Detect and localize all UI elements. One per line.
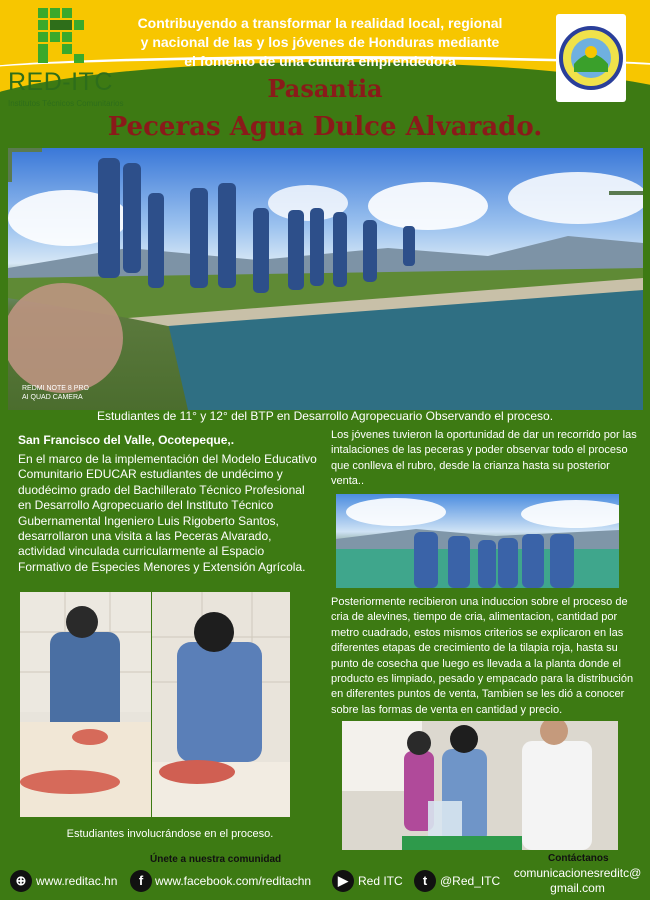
- packaging-fish-photo: [342, 721, 618, 850]
- student-cleaning-fish-photo: [152, 592, 290, 817]
- induction-paragraph: Posteriormente recibieron una induccion sobre el proceso de cria de alevines, tiempo de cria, alimentacion, cantidad por metro cuadrado, estos mismos criterios se explicaron en las diferentes etapas de crecimiento de la tilapia roja, hasta su punto de cosecha que luego es llevada a la planta donde el producto es limpiado, pesado y empacado para la distribución en diferentes puntos de venta, Tambien se les dió a conocer sobre las formas de venta en cantidad y precio.: [331, 596, 634, 716]
- red-itc-logo-icon: [36, 6, 92, 64]
- globe-icon: ⊕: [10, 870, 32, 892]
- tour-paragraph: Los jóvenes tuvieron la oportunidad de dar un recorrido por las intalaciones de las peceras y poder observar todo el proceso que conlleva el rubro, desde la crianza hasta su posterior venta..: [331, 429, 637, 488]
- student-cutting-fish-photo: [20, 592, 151, 817]
- page-title: Peceras Agua Dulce Alvarado.: [107, 112, 543, 142]
- email-line: comunicacionesreditc@: [513, 866, 642, 880]
- bottom-left-caption: Estudiantes involucrándose en el proceso.: [66, 828, 274, 840]
- youtube-icon: ▶: [332, 870, 354, 892]
- contact-label: Contáctanos: [548, 853, 609, 864]
- location-heading: San Francisco del Valle, Ocotepeque,.: [18, 433, 235, 447]
- email-line: gmail.com: [550, 881, 605, 895]
- twitter-link[interactable]: @Red_ITC: [440, 874, 501, 888]
- join-community-label: Únete a nuestra comunidad: [150, 854, 282, 865]
- twitter-icon: t: [414, 870, 436, 892]
- main-photo: [8, 148, 643, 410]
- contact-email[interactable]: [510, 866, 645, 896]
- intro-paragraph: En el marco de la implementación del Modelo Educativo Comunitario EDUCAR estudiantes de undécimo y duodécimo grado del Bachillerato Técnico Profesional en Desarrollo Agropecuario del Instituto Técnico Gubernamental Ingeniero Luis Rigoberto Santos, desarrollaron una visita a las Peceras Alvarado, actividad vinculada curricularmente al Espacio Formativo de Especies Menores y Extensión Agrícola.: [18, 452, 317, 574]
- tagline-line: el fomento de una cultura emprendedora: [184, 53, 456, 69]
- tagline-line: Contribuyendo a transformar la realidad local, regional: [137, 15, 503, 31]
- website-link[interactable]: www.reditac.hn: [36, 874, 118, 888]
- camera-watermark: REDMI NOTE 8 PRO: [22, 385, 89, 392]
- camera-watermark: AI QUAD CAMERA: [22, 394, 83, 401]
- youtube-link[interactable]: Red ITC: [358, 874, 403, 888]
- pasantia-heading: Pasantia: [267, 74, 383, 103]
- tagline: [110, 14, 530, 71]
- group-at-pond-photo: [336, 494, 619, 588]
- tagline-line: y nacional de las y los jóvenes de Honduras mediante: [140, 34, 500, 50]
- logo-subtitle: Institutos Técnicos Comunitarios: [8, 99, 124, 108]
- logo-name: RED-ITC: [8, 68, 113, 96]
- main-photo-caption: Estudiantes de 11° y 12° del BTP en Desarrollo Agropecuario Observando el proceso.: [96, 409, 554, 423]
- facebook-icon: f: [130, 870, 152, 892]
- facebook-link[interactable]: www.facebook.com/reditachn: [155, 874, 312, 888]
